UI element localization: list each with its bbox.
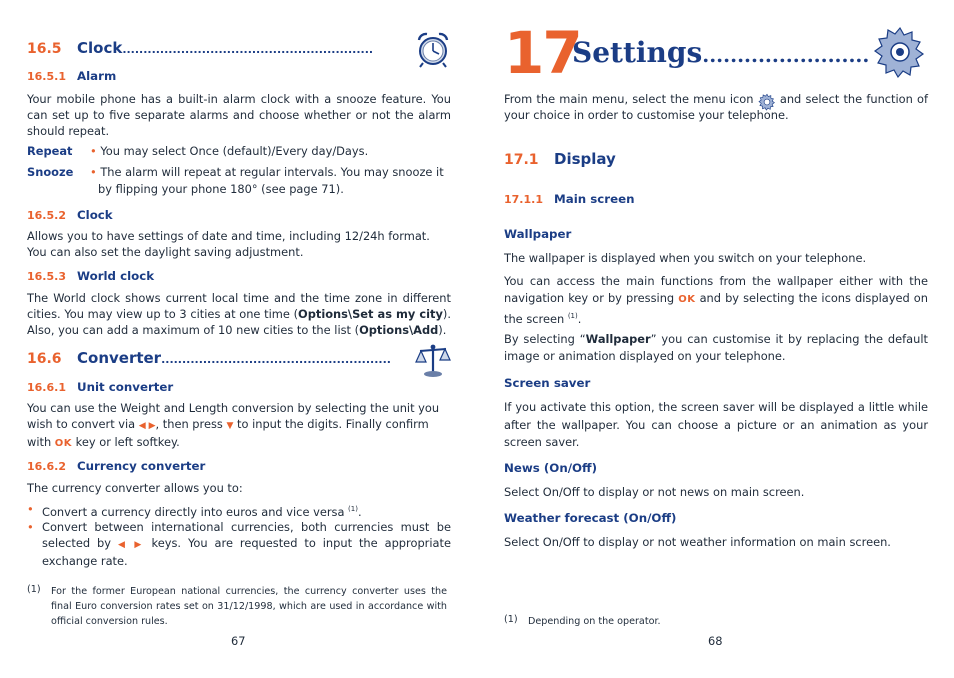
- alarm-paragraph: Your mobile phone has a built-in alarm clock with a snooze feature. You can set up to five separate alarms and choose whether or not the alarm should repeat.: [27, 92, 451, 138]
- alarm-clock-icon: [415, 30, 451, 68]
- left-right-arrows-icon: ◀ ▶: [117, 540, 145, 550]
- section-16-5-3-heading: 16.5.3 World clock: [27, 269, 155, 283]
- wallpaper-heading: Wallpaper: [504, 227, 572, 241]
- section-16-5-1-heading: 16.5.1 Alarm: [27, 69, 117, 83]
- news-paragraph: Select On/Off to display or not news on main screen.: [504, 485, 805, 499]
- section-16-6-1-heading: 16.6.1 Unit converter: [27, 380, 174, 394]
- ok-key-icon: OK: [54, 438, 73, 449]
- left-right-arrows-icon: ◀ ▶: [138, 421, 156, 431]
- wallpaper-paragraph-1: The wallpaper is displayed when you switch on your telephone.: [504, 251, 867, 265]
- page-number-right: 68: [708, 634, 723, 648]
- section-16-5-heading: 16.5 Clock............................................................: [27, 39, 374, 57]
- screen-saver-heading: Screen saver: [504, 376, 591, 390]
- chapter-title: Settings........................: [572, 36, 870, 69]
- chapter-number: 17: [504, 19, 581, 87]
- ok-key-icon: OK: [678, 294, 696, 305]
- settings-intro: From the main menu, select the menu icon and select the function of your choice in order to customise your telephone.: [504, 92, 929, 122]
- wallpaper-paragraph-2: You can access the main functions from the wallpaper either with the navigation key or by pressing OK and by selecting the icons displayed on the screen $^{(1)}$.: [504, 274, 928, 326]
- screen-saver-paragraph: If you activate this option, the screen saver will be displayed a little while after the wallpaper. You can choose a picture or an animation as your screen saver.: [504, 400, 928, 449]
- gear-icon: [758, 93, 776, 107]
- section-17-1-1-heading: 17.1.1 Main screen: [504, 192, 635, 206]
- left-footnote-mark: (1): [27, 584, 41, 595]
- section-16-5-2-heading: 16.5.2 Clock: [27, 208, 113, 222]
- section-17-1-heading: 17.1 Display: [504, 150, 616, 168]
- unit-converter-paragraph: You can use the Weight and Length conversion by selecting the unit you wish to convert via ◀ ▶, then press ▼ to input the digits. Finally confirm with OK key or left softkey.: [27, 401, 440, 449]
- clock-paragraph-2: You can also set the daylight saving adjustment.: [27, 245, 304, 259]
- page-number-left: 67: [231, 634, 246, 648]
- weather-paragraph: Select On/Off to display or not weather information on main screen.: [504, 535, 891, 549]
- right-footnote: Depending on the operator.: [528, 616, 661, 627]
- section-16-6-heading: 16.6 Converter.......................................................: [27, 349, 391, 367]
- clock-paragraph-1: Allows you to have settings of date and time, including 12/24h format.: [27, 229, 430, 243]
- world-clock-paragraph: The World clock shows current local time and the time zone in different cities. You may view up to 3 cities at one time (Options\Set as my city). Also, you can add a maximum of 10 new cities to the list (Options\Add).: [27, 291, 451, 337]
- right-footnote-mark: (1): [504, 614, 518, 625]
- wallpaper-paragraph-3: By selecting “Wallpaper” you can customise it by replacing the default image or animation displayed on your telephone.: [504, 332, 928, 363]
- gear-icon: [872, 24, 928, 80]
- weather-heading: Weather forecast (On/Off): [504, 511, 677, 525]
- left-footnote: For the former European national currencies, the currency converter uses the final Euro conversion rates set on 31/12/1998, which are used in accordance with official conversion rules.: [51, 586, 447, 627]
- news-heading: News (On/Off): [504, 461, 598, 475]
- scales-icon: [415, 342, 451, 378]
- section-16-6-2-heading: 16.6.2 Currency converter: [27, 459, 206, 473]
- currency-intro: The currency converter allows you to:: [27, 481, 243, 495]
- down-arrow-icon: ▼: [226, 421, 234, 431]
